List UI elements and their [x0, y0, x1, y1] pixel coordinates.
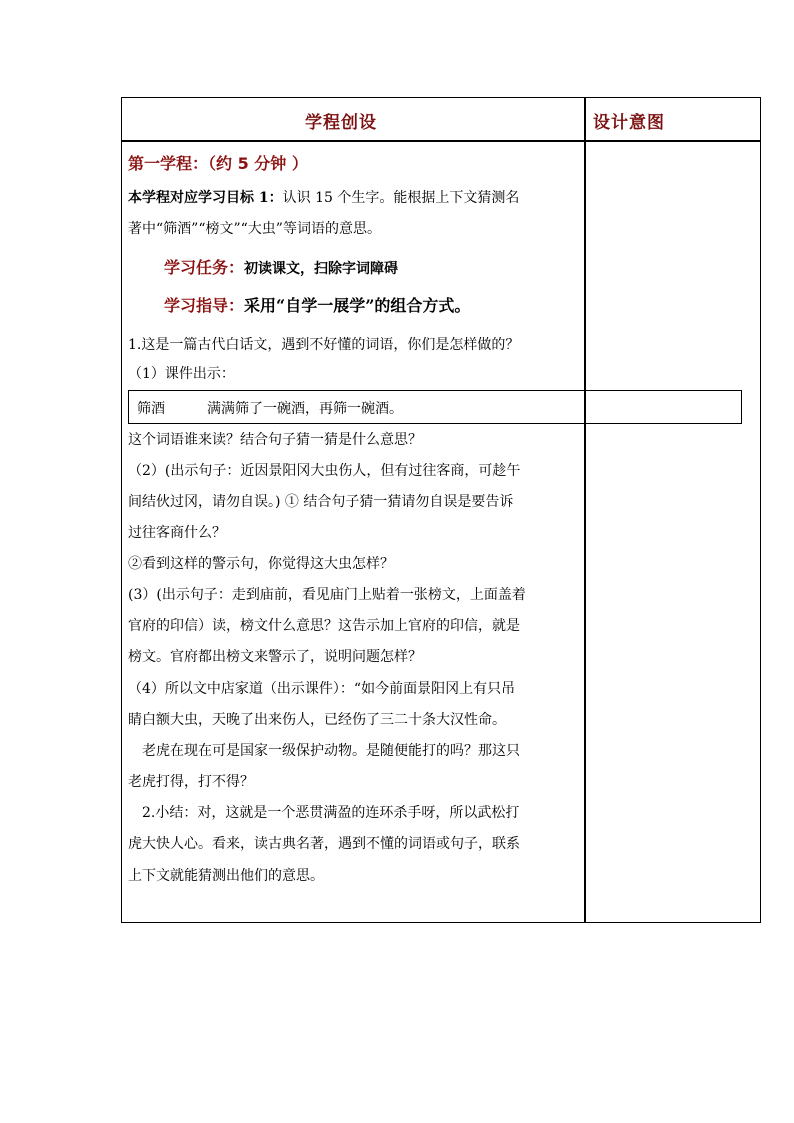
question-1: 1.这是一篇古代白话文，遇到不好懂的词语，你们是怎样做的？ — [128, 337, 520, 353]
text-line-17: 上下文就能猜测出他们的意思。 — [128, 868, 324, 884]
guide-line — [164, 296, 470, 317]
goal-line-2: 著中“筛酒”“榜文”“大虫”等词语的意思。 — [128, 221, 381, 237]
text-line-13: 老虎在现在可是国家一级保护动物。是随便能打的吗？那这只 — [142, 743, 520, 759]
text-line-15: 2.小结：对，这就是一个恶贯满盈的连环杀手呀，所以武松打 — [142, 805, 520, 821]
text-line-12: 睛白额大虫，天晚了出来伤人，已经伤了三二十条大汉性命。 — [128, 712, 506, 728]
vocab-box-divider — [585, 391, 586, 423]
task-line — [164, 258, 398, 279]
guide-text: 采用“自学一展学”的组合方式。 — [244, 296, 471, 315]
goal-text-1: 认识 15 个生字。能根据上下文猜测名 — [282, 190, 520, 206]
task-label: 学习任务： — [164, 258, 245, 277]
text-line-8: (3）(出示句子：走到庙前，看见庙门上贴着一张榜文，上面盖着 — [128, 587, 526, 603]
vocab-word: 筛酒 — [137, 401, 165, 417]
courseware-label: （1）课件出示： — [128, 366, 235, 382]
header-divider — [121, 140, 761, 142]
text-line-14: 老虎打得，打不得？ — [128, 774, 254, 790]
text-line-4: （2）(出示句子：近因景阳冈大虫伤人，但有过往客商，可趁午 — [128, 463, 521, 479]
text-line-10: 榜文。官府都出榜文来警示了，说明问题怎样？ — [128, 649, 422, 665]
goal-line-1 — [128, 188, 519, 208]
text-line-7: ②看到这样的警示句，你觉得这大虫怎样？ — [128, 556, 394, 572]
text-line-6: 过往客商什么？ — [128, 525, 226, 541]
task-text: 初读课文，扫除字词障碍 — [244, 261, 399, 277]
vocab-sentence: 满满筛了一碗酒，再筛一碗酒。 — [207, 401, 403, 417]
text-line-3: 这个词语谁来读？结合句子猜一猜是什么意思？ — [128, 432, 422, 448]
column-divider — [584, 97, 586, 923]
vocab-box — [128, 390, 742, 424]
section-title: 第一学程：（约 5 分钟 ） — [128, 154, 308, 173]
text-line-16: 虎大快人心。看来，读古典名著，遇到不懂的词语或句子，联系 — [128, 836, 520, 852]
column-header-process: 学程创设 — [305, 113, 377, 133]
text-line-5: 间结伙过冈，请勿自误。) ① 结合句子猜一猜请勿自误是要告诉 — [128, 494, 514, 510]
text-line-11: （4）所以文中店家道（出示课件）：“如今前面景阳冈上有只吊 — [128, 681, 516, 697]
text-line-9: 官府的印信）读，榜文什么意思？这告示加上官府的印信，就是 — [128, 618, 520, 634]
goal-label: 本学程对应学习目标 1： — [128, 190, 283, 206]
column-header-intent: 设计意图 — [593, 113, 665, 133]
guide-label: 学习指导： — [164, 296, 245, 315]
